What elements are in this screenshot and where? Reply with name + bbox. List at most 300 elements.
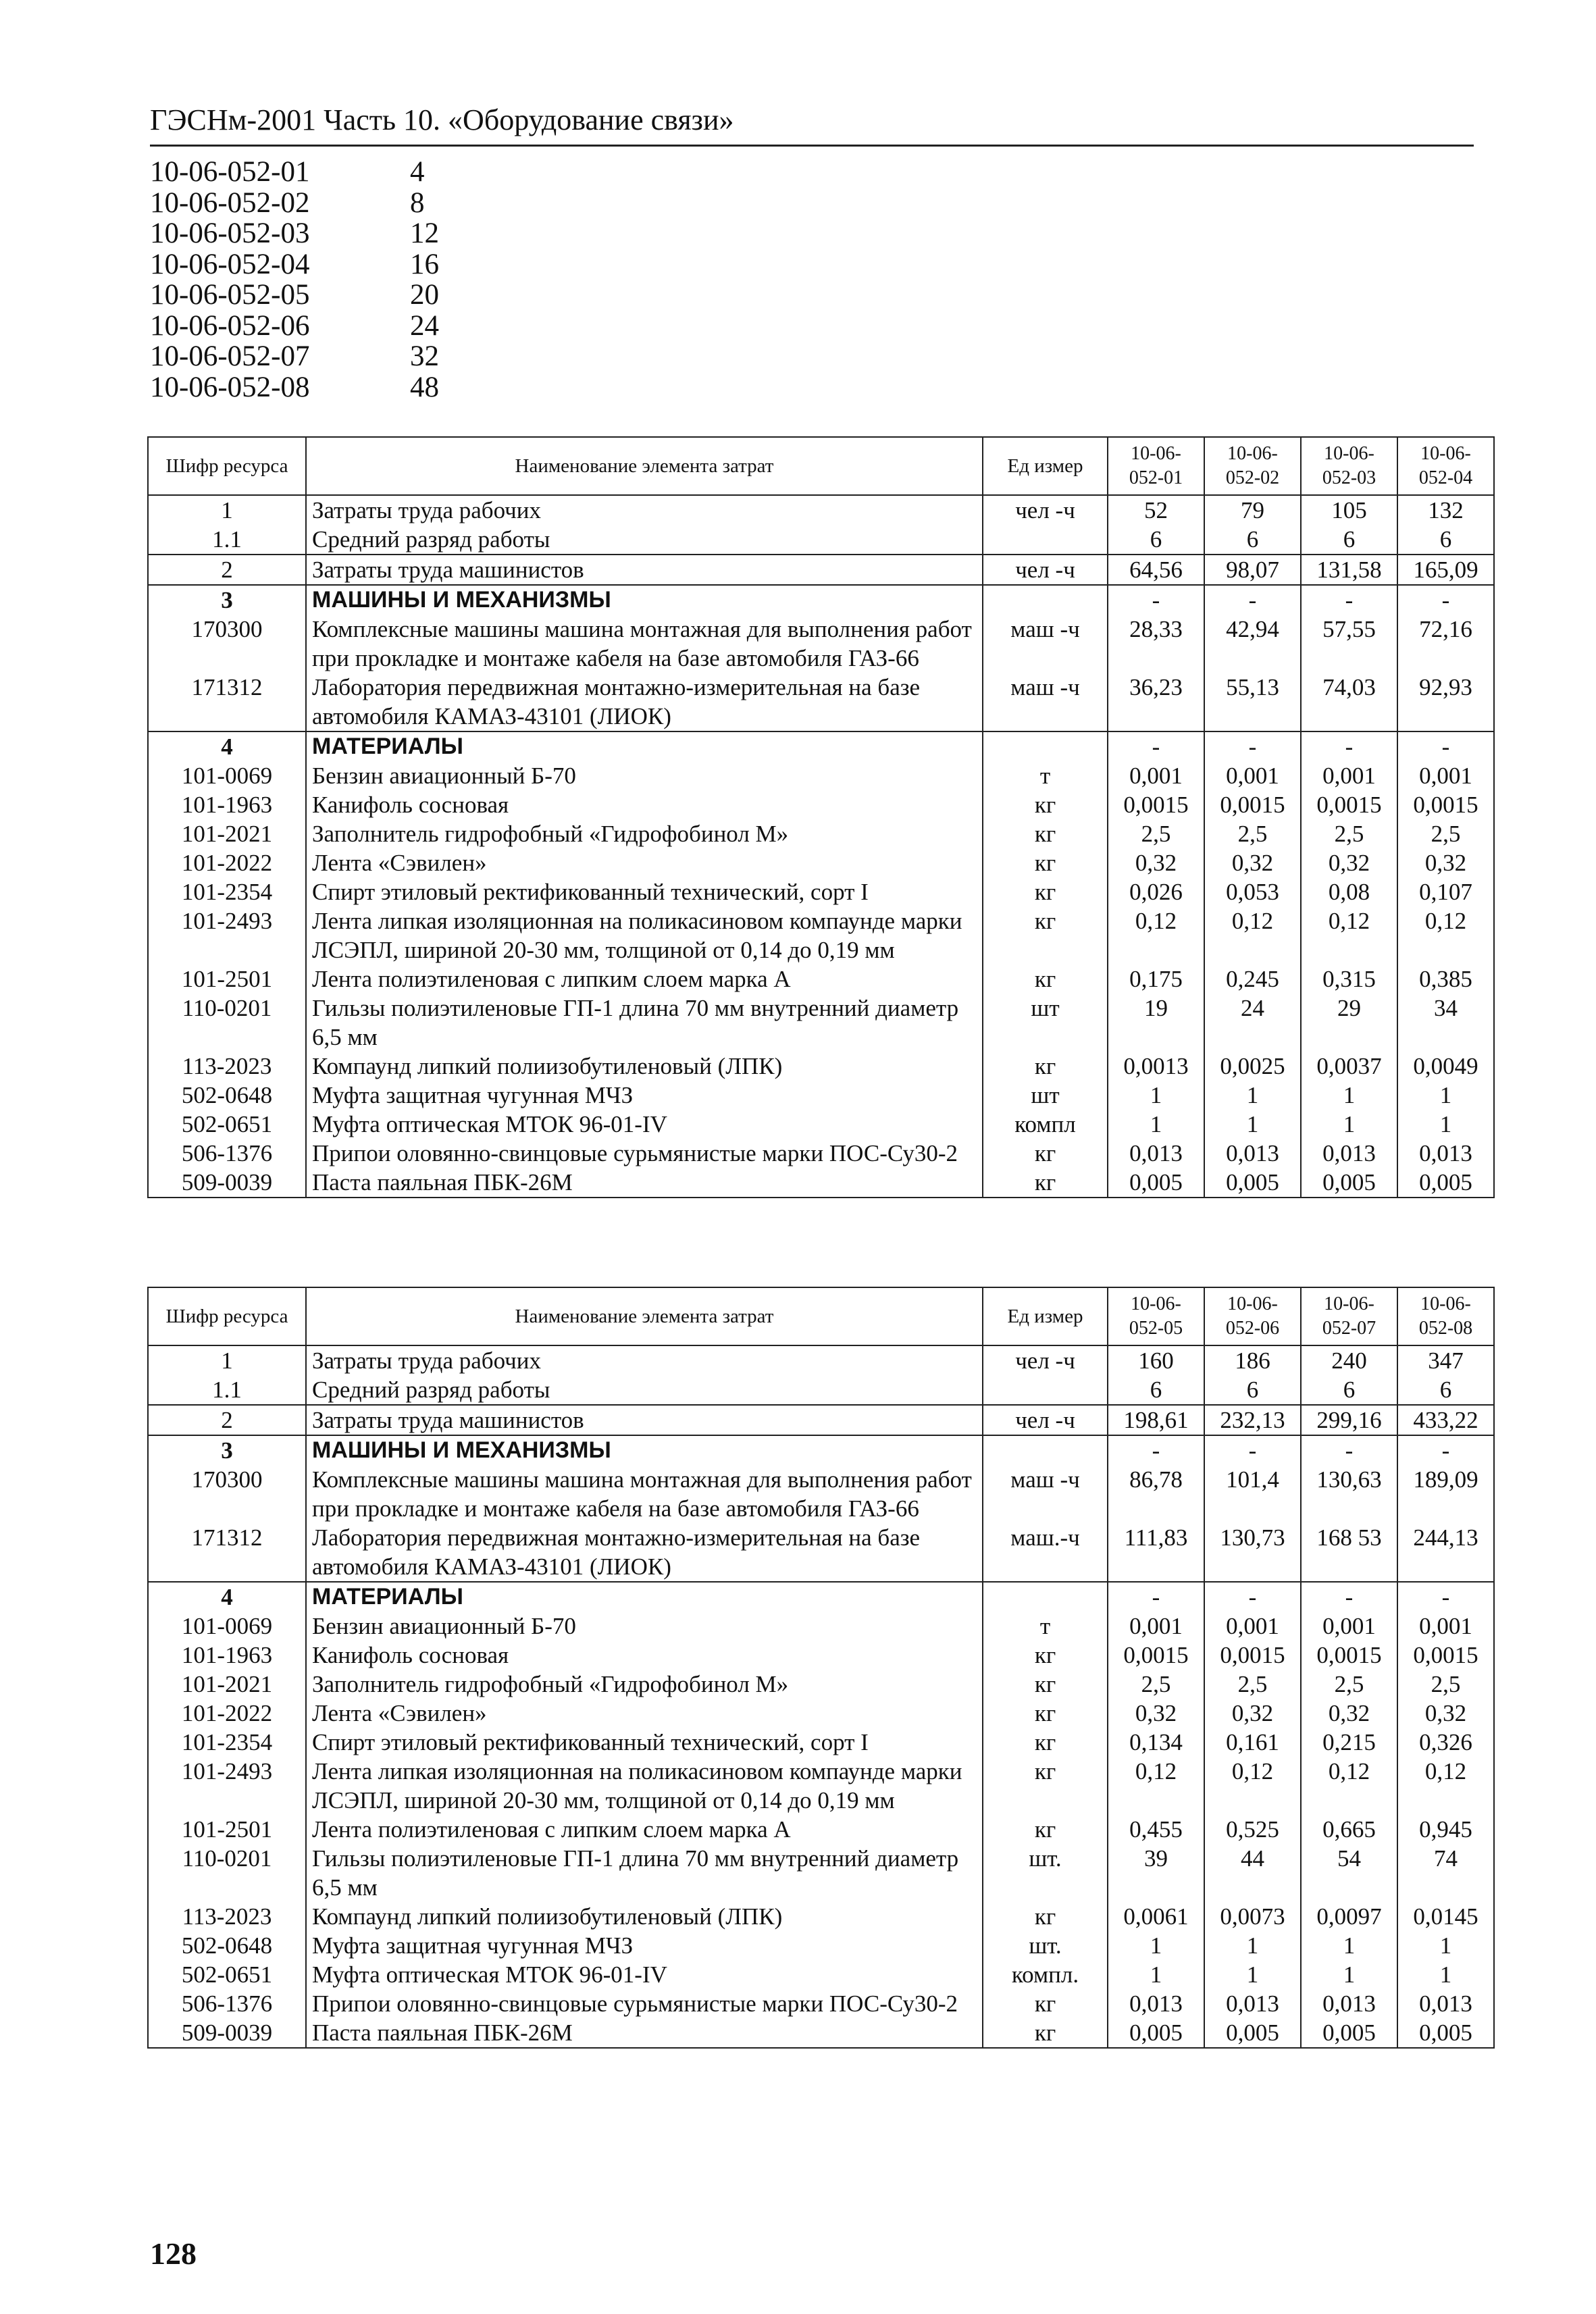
- cell-resource-code: 509-0039: [148, 1168, 306, 1198]
- header-resource-code: Шифр ресурса: [148, 1287, 306, 1345]
- cell-unit: кг: [983, 1728, 1108, 1757]
- table-row: [148, 1815, 1494, 1844]
- cell-value: 24: [1204, 994, 1301, 1052]
- cell-element-name: Припои оловянно-свинцовые сурьмянистые марки ПОС-Су30-2: [306, 1989, 983, 2018]
- cell-unit: [983, 1435, 1108, 1465]
- cell-value: 86,78: [1108, 1465, 1204, 1523]
- header-rate-code: 10-06-052-02: [1204, 437, 1301, 495]
- cell-value: 34: [1397, 994, 1494, 1052]
- table-row: [148, 585, 1494, 615]
- code-list-code: 10-06-052-02: [150, 186, 310, 219]
- cell-element-name: Комплексные машины машина монтажная для выполнения работ при прокладке и монтаже кабеля на базе автомобиля ГАЗ-66: [306, 1465, 983, 1523]
- code-list-item: [150, 188, 439, 219]
- cell-value: 0,32: [1301, 1699, 1397, 1728]
- cell-value: -: [1108, 1435, 1204, 1465]
- cell-value: 2,5: [1108, 1670, 1204, 1699]
- cell-unit: чел -ч: [983, 495, 1108, 525]
- cell-resource-code: 4: [148, 1582, 306, 1612]
- cell-resource-code: 101-2021: [148, 819, 306, 848]
- cell-element-name: Средний разряд работы: [306, 525, 983, 555]
- code-list-value: 20: [410, 279, 439, 311]
- cell-value: -: [1204, 585, 1301, 615]
- cell-element-name: Лента липкая изоляционная на поликасиновом компаунде марки ЛСЭПЛ, шириной 20-30 мм, толщиной от 0,14 до 0,19 мм: [306, 1757, 983, 1815]
- cell-value: 433,22: [1397, 1405, 1494, 1435]
- cell-element-name: Припои оловянно-свинцовые сурьмянистые марки ПОС-Су30-2: [306, 1139, 983, 1168]
- cell-element-name: Бензин авиационный Б-70: [306, 1612, 983, 1641]
- cell-resource-code: 101-2022: [148, 848, 306, 877]
- header-unit: Ед измер: [983, 437, 1108, 495]
- cell-value: 0,013: [1204, 1989, 1301, 2018]
- cell-resource-code: 101-2493: [148, 1757, 306, 1815]
- cell-value: 0,0015: [1301, 1641, 1397, 1670]
- cell-element-name: Заполнитель гидрофобный «Гидрофобинол М»: [306, 819, 983, 848]
- table-row: [148, 1699, 1494, 1728]
- cell-resource-code: 101-0069: [148, 761, 306, 790]
- cell-element-name: Муфта защитная чугунная МЧЗ: [306, 1931, 983, 1960]
- cell-value: 1: [1397, 1960, 1494, 1989]
- cell-value: 6: [1204, 1375, 1301, 1405]
- cell-value: 0,12: [1397, 906, 1494, 965]
- cell-unit: [983, 1375, 1108, 1405]
- cell-value: 0,005: [1108, 2018, 1204, 2048]
- code-list-code: 10-06-052-05: [150, 279, 310, 311]
- page-header: ГЭСНм-2001 Часть 10. «Оборудование связи»: [150, 101, 1474, 147]
- cell-unit: кг: [983, 1139, 1108, 1168]
- cell-resource-code: 1: [148, 1345, 306, 1375]
- cell-element-name: Лента «Сэвилен»: [306, 848, 983, 877]
- table-row: [148, 1375, 1494, 1405]
- cell-value: 1: [1397, 1081, 1494, 1110]
- cell-unit: кг: [983, 1641, 1108, 1670]
- table-row: [148, 1139, 1494, 1168]
- header-rate-code: 10-06-052-06: [1204, 1287, 1301, 1345]
- cell-resource-code: 2: [148, 555, 306, 585]
- cell-value: 0,665: [1301, 1815, 1397, 1844]
- table-header-row: [148, 437, 1494, 495]
- cell-element-name: Паста паяльная ПБК-26М: [306, 1168, 983, 1198]
- cell-value: 0,245: [1204, 965, 1301, 994]
- cell-value: 186: [1204, 1345, 1301, 1375]
- cell-value: 0,001: [1108, 1612, 1204, 1641]
- header-unit: Ед измер: [983, 1287, 1108, 1345]
- cell-element-name: Лента липкая изоляционная на поликасиновом компаунде марки ЛСЭПЛ, шириной 20-30 мм, толщиной от 0,14 до 0,19 мм: [306, 906, 983, 965]
- cell-value: 0,0073: [1204, 1902, 1301, 1931]
- cell-resource-code: 110-0201: [148, 994, 306, 1052]
- cell-value: 0,32: [1301, 848, 1397, 877]
- cell-value: 0,026: [1108, 877, 1204, 906]
- cell-value: 0,001: [1397, 1612, 1494, 1641]
- cell-value: 6: [1397, 1375, 1494, 1405]
- cell-value: 160: [1108, 1345, 1204, 1375]
- cell-value: 2,5: [1301, 819, 1397, 848]
- cell-resource-code: 2: [148, 1405, 306, 1435]
- cell-value: 0,326: [1397, 1728, 1494, 1757]
- cell-value: 1: [1397, 1110, 1494, 1139]
- table-row: [148, 1405, 1494, 1435]
- cell-unit: [983, 1582, 1108, 1612]
- cell-value: -: [1204, 1435, 1301, 1465]
- cell-value: 132: [1397, 495, 1494, 525]
- cell-unit: кг: [983, 1989, 1108, 2018]
- cell-unit: маш -ч: [983, 673, 1108, 731]
- cell-unit: кг: [983, 1757, 1108, 1815]
- cell-value: 1: [1301, 1960, 1397, 1989]
- cell-value: 1: [1108, 1931, 1204, 1960]
- cell-value: 0,005: [1204, 1168, 1301, 1198]
- table-row: [148, 1110, 1494, 1139]
- cell-value: 1: [1108, 1960, 1204, 1989]
- cell-value: 0,0145: [1397, 1902, 1494, 1931]
- cell-value: 0,455: [1108, 1815, 1204, 1844]
- cell-value: -: [1108, 1582, 1204, 1612]
- cell-value: 0,013: [1301, 1139, 1397, 1168]
- cell-value: 130,63: [1301, 1465, 1397, 1523]
- code-list-value: 32: [410, 340, 439, 372]
- cell-resource-code: 502-0651: [148, 1960, 306, 1989]
- cell-value: 0,161: [1204, 1728, 1301, 1757]
- cell-resource-code: 101-2354: [148, 1728, 306, 1757]
- cell-value: 74,03: [1301, 673, 1397, 731]
- cell-resource-code: 101-2354: [148, 877, 306, 906]
- cell-value: 0,001: [1301, 761, 1397, 790]
- cell-value: 64,56: [1108, 555, 1204, 585]
- cell-value: 0,12: [1204, 1757, 1301, 1815]
- cell-unit: кг: [983, 1902, 1108, 1931]
- table-row: [148, 1960, 1494, 1989]
- cell-value: 0,0037: [1301, 1052, 1397, 1081]
- cell-element-name: Канифоль сосновая: [306, 790, 983, 819]
- cell-unit: [983, 525, 1108, 555]
- table-row: [148, 1612, 1494, 1641]
- cell-value: 2,5: [1397, 1670, 1494, 1699]
- cell-value: 19: [1108, 994, 1204, 1052]
- code-list-value: 4: [410, 156, 425, 188]
- cell-value: 0,175: [1108, 965, 1204, 994]
- cell-unit: кг: [983, 1052, 1108, 1081]
- cell-resource-code: 170300: [148, 615, 306, 673]
- code-list-code: 10-06-052-01: [150, 156, 310, 188]
- cell-value: 6: [1301, 525, 1397, 555]
- cell-element-name: Затраты труда рабочих: [306, 1345, 983, 1375]
- cell-element-name: Гильзы полиэтиленовые ГП-1 длина 70 мм внутренний диаметр 6,5 мм: [306, 994, 983, 1052]
- cell-resource-code: 101-2501: [148, 965, 306, 994]
- cell-value: 347: [1397, 1345, 1494, 1375]
- cell-value: 299,16: [1301, 1405, 1397, 1435]
- cell-unit: чел -ч: [983, 1405, 1108, 1435]
- cell-unit: чел -ч: [983, 555, 1108, 585]
- cell-value: 0,32: [1108, 1699, 1204, 1728]
- cell-unit: компл.: [983, 1960, 1108, 1989]
- table-row: [148, 525, 1494, 555]
- table-row: [148, 1081, 1494, 1110]
- cell-value: 0,053: [1204, 877, 1301, 906]
- cell-unit: кг: [983, 1815, 1108, 1844]
- table-row: [148, 1641, 1494, 1670]
- cell-value: 0,001: [1204, 761, 1301, 790]
- cell-value: 0,315: [1301, 965, 1397, 994]
- cell-unit: кг: [983, 1670, 1108, 1699]
- cell-resource-code: 110-0201: [148, 1844, 306, 1902]
- cell-unit: маш -ч: [983, 615, 1108, 673]
- table-row: [148, 555, 1494, 585]
- cell-value: 165,09: [1397, 555, 1494, 585]
- cell-unit: кг: [983, 848, 1108, 877]
- resource-table-2: [147, 1287, 1495, 2049]
- cell-unit: шт.: [983, 1844, 1108, 1902]
- code-list-code: 10-06-052-04: [150, 248, 310, 280]
- table-row: [148, 1345, 1494, 1375]
- cell-element-name: Затраты труда рабочих: [306, 495, 983, 525]
- cell-value: 0,0097: [1301, 1902, 1397, 1931]
- code-list-item: [150, 341, 439, 372]
- cell-element-name: МАТЕРИАЛЫ: [306, 1582, 983, 1612]
- cell-value: 0,013: [1397, 1139, 1494, 1168]
- cell-value: 0,005: [1301, 2018, 1397, 2048]
- cell-value: 105: [1301, 495, 1397, 525]
- cell-value: 55,13: [1204, 673, 1301, 731]
- cell-value: 189,09: [1397, 1465, 1494, 1523]
- cell-resource-code: 3: [148, 1435, 306, 1465]
- cell-value: 0,32: [1397, 848, 1494, 877]
- cell-value: 0,013: [1397, 1989, 1494, 2018]
- cell-element-name: Лента «Сэвилен»: [306, 1699, 983, 1728]
- table-row: [148, 848, 1494, 877]
- cell-value: -: [1301, 731, 1397, 761]
- cell-resource-code: 502-0651: [148, 1110, 306, 1139]
- cell-unit: шт.: [983, 1931, 1108, 1960]
- cell-unit: чел -ч: [983, 1345, 1108, 1375]
- cell-value: 0,005: [1108, 1168, 1204, 1198]
- cell-value: 0,0015: [1397, 790, 1494, 819]
- table-row: [148, 1465, 1494, 1523]
- cell-element-name: Бензин авиационный Б-70: [306, 761, 983, 790]
- cell-value: 0,005: [1397, 2018, 1494, 2048]
- cell-value: 0,12: [1301, 906, 1397, 965]
- cell-value: 92,93: [1397, 673, 1494, 731]
- table-row: [148, 1435, 1494, 1465]
- cell-value: 0,0025: [1204, 1052, 1301, 1081]
- table-row: [148, 761, 1494, 790]
- cell-value: 1: [1204, 1110, 1301, 1139]
- cell-element-name: Гильзы полиэтиленовые ГП-1 длина 70 мм внутренний диаметр 6,5 мм: [306, 1844, 983, 1902]
- cell-resource-code: 101-0069: [148, 1612, 306, 1641]
- table-row: [148, 615, 1494, 673]
- cell-value: -: [1397, 1435, 1494, 1465]
- cell-element-name: Комплексные машины машина монтажная для выполнения работ при прокладке и монтаже кабеля на базе автомобиля ГАЗ-66: [306, 615, 983, 673]
- cell-resource-code: 113-2023: [148, 1902, 306, 1931]
- cell-resource-code: 1: [148, 495, 306, 525]
- cell-resource-code: 4: [148, 731, 306, 761]
- cell-value: 36,23: [1108, 673, 1204, 731]
- code-list-item: [150, 218, 439, 249]
- cell-value: 1: [1204, 1960, 1301, 1989]
- header-rate-code: 10-06-052-07: [1301, 1287, 1397, 1345]
- cell-value: 0,385: [1397, 965, 1494, 994]
- cell-element-name: Муфта оптическая МТОК 96-01-IV: [306, 1960, 983, 1989]
- table-row: [148, 1582, 1494, 1612]
- cell-resource-code: 171312: [148, 673, 306, 731]
- cell-value: 0,0061: [1108, 1902, 1204, 1931]
- cell-value: 2,5: [1301, 1670, 1397, 1699]
- cell-unit: [983, 731, 1108, 761]
- cell-unit: кг: [983, 965, 1108, 994]
- cell-element-name: МАШИНЫ И МЕХАНИЗМЫ: [306, 585, 983, 615]
- header-rate-code: 10-06-052-03: [1301, 437, 1397, 495]
- cell-value: 0,013: [1108, 1989, 1204, 2018]
- cell-element-name: Паста паяльная ПБК-26М: [306, 2018, 983, 2048]
- cell-value: 130,73: [1204, 1523, 1301, 1582]
- cell-element-name: Спирт этиловый ректификованный технический, сорт I: [306, 877, 983, 906]
- header-rate-code: 10-06-052-08: [1397, 1287, 1494, 1345]
- cell-resource-code: 170300: [148, 1465, 306, 1523]
- cell-value: 1: [1301, 1931, 1397, 1960]
- cell-value: 232,13: [1204, 1405, 1301, 1435]
- header-rate-code: 10-06-052-05: [1108, 1287, 1204, 1345]
- cell-value: 98,07: [1204, 555, 1301, 585]
- cell-unit: кг: [983, 819, 1108, 848]
- cell-element-name: Компаунд липкий полиизобутиленовый (ЛПК): [306, 1902, 983, 1931]
- cell-unit: маш -ч: [983, 1465, 1108, 1523]
- cell-value: 0,32: [1204, 848, 1301, 877]
- cell-resource-code: 101-2493: [148, 906, 306, 965]
- cell-element-name: Муфта оптическая МТОК 96-01-IV: [306, 1110, 983, 1139]
- cell-value: 2,5: [1204, 819, 1301, 848]
- cell-unit: кг: [983, 2018, 1108, 2048]
- cell-resource-code: 502-0648: [148, 1081, 306, 1110]
- cell-value: 0,0013: [1108, 1052, 1204, 1081]
- cell-value: 52: [1108, 495, 1204, 525]
- cell-value: 2,5: [1397, 819, 1494, 848]
- cell-value: 0,0015: [1204, 790, 1301, 819]
- cell-value: 168 53: [1301, 1523, 1397, 1582]
- table-row: [148, 1523, 1494, 1582]
- cell-value: 0,005: [1397, 1168, 1494, 1198]
- cell-value: 0,001: [1301, 1612, 1397, 1641]
- table-header-row: [148, 1287, 1494, 1345]
- cell-value: 244,13: [1397, 1523, 1494, 1582]
- cell-value: -: [1397, 1582, 1494, 1612]
- cell-value: 111,83: [1108, 1523, 1204, 1582]
- code-list-value: 24: [410, 309, 439, 342]
- cell-value: -: [1397, 585, 1494, 615]
- cell-value: -: [1108, 585, 1204, 615]
- cell-element-name: МАТЕРИАЛЫ: [306, 731, 983, 761]
- cell-value: 0,0049: [1397, 1052, 1494, 1081]
- cell-value: 0,134: [1108, 1728, 1204, 1757]
- cell-value: 0,08: [1301, 877, 1397, 906]
- cell-element-name: Лента полиэтиленовая с липким слоем марка А: [306, 1815, 983, 1844]
- header-rate-code: 10-06-052-04: [1397, 437, 1494, 495]
- cell-element-name: Компаунд липкий полиизобутиленовый (ЛПК): [306, 1052, 983, 1081]
- cell-unit: т: [983, 1612, 1108, 1641]
- code-list-item: [150, 372, 439, 403]
- cell-element-name: Затраты труда машинистов: [306, 555, 983, 585]
- cell-value: 0,0015: [1301, 790, 1397, 819]
- code-list-code: 10-06-052-06: [150, 309, 310, 342]
- cell-value: 39: [1108, 1844, 1204, 1902]
- cell-value: 28,33: [1108, 615, 1204, 673]
- table-row: [148, 994, 1494, 1052]
- table-row: [148, 1844, 1494, 1902]
- header-element-name: Наименование элемента затрат: [306, 1287, 983, 1345]
- cell-resource-code: 101-1963: [148, 790, 306, 819]
- cell-unit: компл: [983, 1110, 1108, 1139]
- cell-resource-code: 509-0039: [148, 2018, 306, 2048]
- cell-value: 57,55: [1301, 615, 1397, 673]
- cell-element-name: Лаборатория передвижная монтажно-измерительная на базе автомобиля КАМАЗ-43101 (ЛИОК): [306, 1523, 983, 1582]
- header-element-name: Наименование элемента затрат: [306, 437, 983, 495]
- cell-value: 0,013: [1108, 1139, 1204, 1168]
- table-row: [148, 1168, 1494, 1198]
- cell-value: -: [1397, 731, 1494, 761]
- cell-value: -: [1108, 731, 1204, 761]
- cell-value: 1: [1204, 1931, 1301, 1960]
- cell-unit: кг: [983, 877, 1108, 906]
- table-row: [148, 1052, 1494, 1081]
- cell-value: 0,32: [1397, 1699, 1494, 1728]
- cell-value: 2,5: [1204, 1670, 1301, 1699]
- cell-value: 101,4: [1204, 1465, 1301, 1523]
- cell-element-name: МАШИНЫ И МЕХАНИЗМЫ: [306, 1435, 983, 1465]
- cell-resource-code: 101-2501: [148, 1815, 306, 1844]
- table-row: [148, 877, 1494, 906]
- cell-value: -: [1204, 1582, 1301, 1612]
- cell-unit: шт: [983, 994, 1108, 1052]
- cell-value: 1: [1204, 1081, 1301, 1110]
- cell-value: 1: [1108, 1110, 1204, 1139]
- cell-value: -: [1204, 731, 1301, 761]
- cell-value: 0,12: [1108, 906, 1204, 965]
- table-row: [148, 1728, 1494, 1757]
- cell-resource-code: 502-0648: [148, 1931, 306, 1960]
- table-row: [148, 965, 1494, 994]
- table-row: [148, 1931, 1494, 1960]
- code-list-code: 10-06-052-08: [150, 371, 310, 403]
- cell-unit: кг: [983, 1699, 1108, 1728]
- code-list-item: [150, 280, 439, 311]
- cell-value: 0,005: [1301, 1168, 1397, 1198]
- cell-unit: шт: [983, 1081, 1108, 1110]
- cell-resource-code: 1.1: [148, 1375, 306, 1405]
- cell-value: 6: [1397, 525, 1494, 555]
- cell-value: 0,12: [1301, 1757, 1397, 1815]
- cell-resource-code: 1.1: [148, 525, 306, 555]
- code-list: [150, 157, 439, 403]
- cell-element-name: Заполнитель гидрофобный «Гидрофобинол М»: [306, 1670, 983, 1699]
- cell-resource-code: 506-1376: [148, 1989, 306, 2018]
- cell-resource-code: 171312: [148, 1523, 306, 1582]
- cell-value: 1: [1301, 1110, 1397, 1139]
- code-list-item: [150, 249, 439, 280]
- cell-element-name: Канифоль сосновая: [306, 1641, 983, 1670]
- cell-value: 0,945: [1397, 1815, 1494, 1844]
- cell-unit: т: [983, 761, 1108, 790]
- cell-value: 198,61: [1108, 1405, 1204, 1435]
- code-list-value: 48: [410, 371, 439, 403]
- cell-value: 2,5: [1108, 819, 1204, 848]
- header-rate-code: 10-06-052-01: [1108, 437, 1204, 495]
- table-row: [148, 790, 1494, 819]
- cell-element-name: Лента полиэтиленовая с липким слоем марка А: [306, 965, 983, 994]
- cell-value: 1: [1108, 1081, 1204, 1110]
- cell-value: 6: [1301, 1375, 1397, 1405]
- cell-element-name: Лаборатория передвижная монтажно-измерительная на базе автомобиля КАМАЗ-43101 (ЛИОК): [306, 673, 983, 731]
- cell-value: 0,0015: [1204, 1641, 1301, 1670]
- header-resource-code: Шифр ресурса: [148, 437, 306, 495]
- cell-value: 0,12: [1204, 906, 1301, 965]
- cell-resource-code: 101-2021: [148, 1670, 306, 1699]
- table-row: [148, 1670, 1494, 1699]
